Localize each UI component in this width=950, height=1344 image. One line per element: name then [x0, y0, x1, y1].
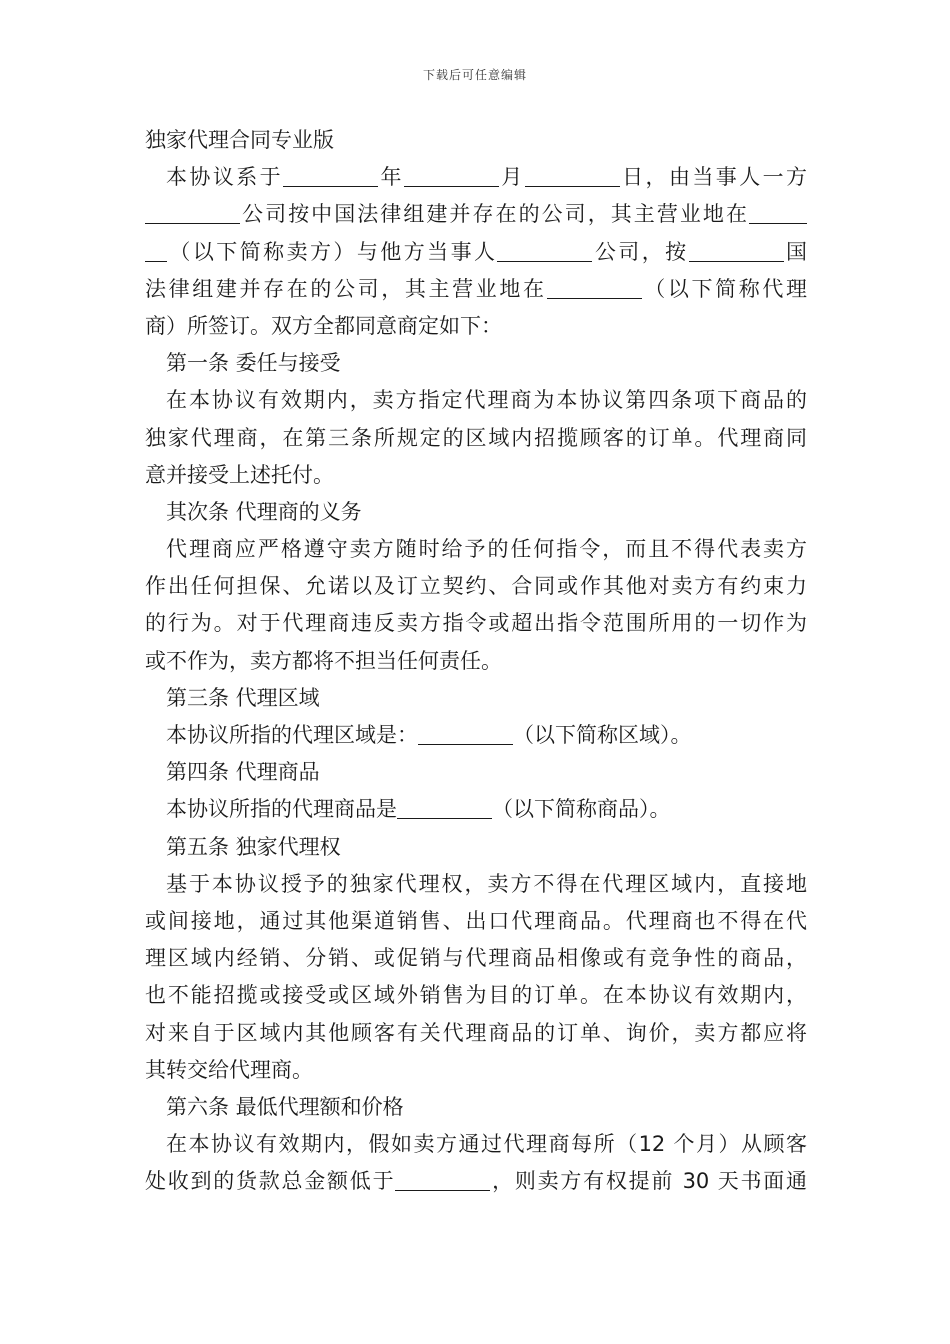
article-1-line: 意并接受上述托付。	[145, 462, 334, 487]
blank-agent-country[interactable]	[689, 239, 784, 262]
article-5-line: 其转交给代理商。	[145, 1057, 313, 1082]
preamble-text: 国	[783, 239, 808, 264]
preamble-text: 日，由当事人一方	[619, 165, 808, 190]
blank-month[interactable]	[404, 164, 499, 187]
preamble-line-5: 商）所签订。双方全都同意商定如下：	[145, 313, 502, 338]
preamble-line-2	[145, 196, 807, 233]
article-3-heading: 第三条 代理区域	[166, 685, 320, 710]
article-1-heading: 第一条 委任与接受	[166, 351, 341, 376]
article-2-line: 代理商应严格遵守卖方随时给予的任何指令，而且不得代表卖方	[166, 537, 807, 562]
article-4-line	[145, 791, 807, 828]
blank-agent-address[interactable]	[547, 276, 642, 299]
article-6-text: 处收到的货款总金额低于	[145, 1169, 396, 1194]
article-5-heading: 第五条 独家代理权	[166, 834, 341, 859]
preamble-text: （以下简称卖方）与他方当事人	[167, 239, 498, 264]
blank-seller-address-cont[interactable]	[145, 239, 167, 262]
preamble-text: 公司按中国法律组建并存在的公司，其主营业地在	[240, 202, 749, 227]
blank-year[interactable]	[283, 164, 378, 187]
article-3-text: （以下简称区域）。	[513, 723, 692, 747]
article-5-line: 也不能招揽或接受或区域外销售为目的订单。在本协议有效期内，	[145, 983, 807, 1008]
preamble-line-4	[145, 271, 807, 308]
preamble-text: 本协议系于	[166, 165, 284, 190]
blank-agency-region[interactable]	[418, 722, 513, 745]
preamble-line-1	[145, 159, 807, 196]
article-3-line	[145, 717, 807, 754]
article-6-line	[145, 1163, 807, 1200]
blank-seller-address[interactable]	[749, 201, 807, 224]
blank-seller-company[interactable]	[145, 201, 240, 224]
article-1-line: 在本协议有效期内，卖方指定代理商为本协议第四条项下商品的	[166, 388, 807, 413]
article-4-heading: 第四条 代理商品	[166, 760, 320, 785]
preamble-text: 月	[498, 165, 525, 190]
article-5-line: 基于本协议授予的独家代理权，卖方不得在代理区域内，直接地	[166, 871, 807, 896]
preamble-line-3	[145, 234, 807, 271]
preamble-text: 公司，按	[592, 239, 689, 264]
article-2-line: 作出任何担保、允诺以及订立契约、合同或作其他对卖方有约束力	[145, 574, 807, 599]
article-4-text: 本协议所指的代理商品是	[166, 797, 397, 822]
article-5-line: 或间接地，通过其他渠道销售、出口代理商品。代理商也不得在代	[145, 908, 807, 933]
preamble-text: 年	[378, 165, 404, 190]
article-5-line: 对来自于区域内其他顾客有关代理商品的订单、询价，卖方都应将	[145, 1020, 807, 1045]
preamble-text: （以下简称代理	[641, 276, 807, 301]
blank-agency-goods[interactable]	[397, 796, 492, 819]
article-2-line: 或不作为，卖方都将不担当任何责任。	[145, 648, 502, 673]
article-5-line: 理区域内经销、分销、或促销与代理商品相像或有竞争性的商品，	[145, 946, 807, 971]
preamble-text: 法律组建并存在的公司，其主营业地在	[145, 276, 547, 301]
article-2-line: 的行为。对于代理商违反卖方指令或超出指令范围所用的一切作为	[145, 611, 807, 636]
article-1-line: 独家代理商，在第三条所规定的区域内招揽顾客的订单。代理商同	[145, 425, 807, 450]
article-3-text: 本协议所指的代理区域是：	[166, 723, 418, 747]
article-4-text: （以下简称商品）。	[492, 797, 671, 822]
article-2-heading: 其次条 代理商的义务	[166, 499, 362, 524]
blank-agent-company[interactable]	[497, 239, 592, 262]
contract-title: 独家代理合同专业版	[145, 128, 334, 152]
blank-minimum-amount[interactable]	[395, 1168, 490, 1191]
blank-day[interactable]	[525, 164, 620, 187]
contract-body	[145, 122, 807, 1200]
article-6-heading: 第六条 最低代理额和价格	[166, 1094, 404, 1119]
page-header-note: 下载后可任意编辑	[422, 68, 527, 82]
article-6-line: 在本协议有效期内，假如卖方通过代理商每所（12 个月）从顾客	[166, 1132, 807, 1157]
article-6-text: ，则卖方有权提前 30 天书面通	[490, 1169, 807, 1194]
